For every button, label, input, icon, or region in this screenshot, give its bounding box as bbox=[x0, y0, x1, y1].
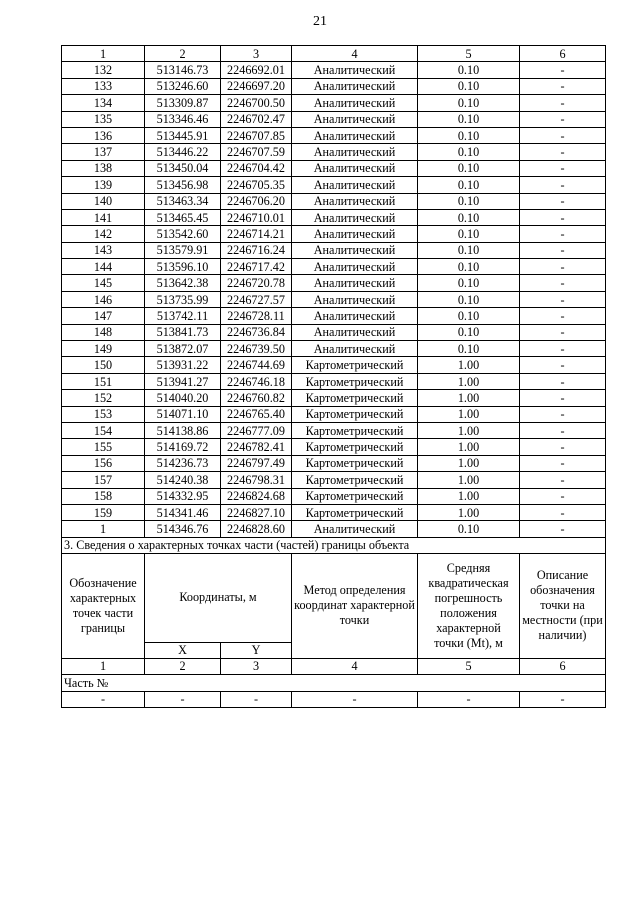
x-coordinate-cell: 513941.27 bbox=[145, 373, 221, 389]
x-coordinate-cell: 514169.72 bbox=[145, 439, 221, 455]
error-cell: 1.00 bbox=[418, 390, 520, 406]
y-coordinate-cell: 2246705.35 bbox=[221, 177, 292, 193]
table-row bbox=[62, 78, 606, 94]
error-cell: 0.10 bbox=[418, 160, 520, 176]
page-number: 21 bbox=[313, 14, 327, 29]
error-cell: 0.10 bbox=[418, 291, 520, 307]
method-cell: Картометрический bbox=[292, 422, 418, 438]
point-number-cell: 157 bbox=[62, 472, 145, 488]
y-coordinate-cell: 2246827.10 bbox=[221, 504, 292, 520]
description-cell: - bbox=[520, 160, 606, 176]
x-coordinate-cell: 513841.73 bbox=[145, 324, 221, 340]
table-row bbox=[62, 209, 606, 225]
y-coordinate-cell: 2246765.40 bbox=[221, 406, 292, 422]
x-coordinate-cell: 513596.10 bbox=[145, 259, 221, 275]
x-coordinate-cell: 513735.99 bbox=[145, 291, 221, 307]
description-cell: - bbox=[520, 193, 606, 209]
table-row bbox=[62, 521, 606, 537]
method-cell: Картометрический bbox=[292, 439, 418, 455]
description-cell: - bbox=[520, 177, 606, 193]
point-number-cell: 150 bbox=[62, 357, 145, 373]
method-cell: Аналитический bbox=[292, 62, 418, 78]
error-cell: 0.10 bbox=[418, 226, 520, 242]
y-coordinate-cell: 2246707.59 bbox=[221, 144, 292, 160]
table-row bbox=[62, 324, 606, 340]
x-coordinate-cell: 514341.46 bbox=[145, 504, 221, 520]
section-title: 3. Сведения о характерных точках части (частей) границы объекта bbox=[62, 537, 606, 553]
y-coordinate-cell: 2246798.31 bbox=[221, 472, 292, 488]
error-cell: 0.10 bbox=[418, 144, 520, 160]
header-error: Средняя квадратическая погрешность положения характерной точки (Мt), м bbox=[418, 553, 520, 658]
section-header-row bbox=[62, 553, 606, 642]
y-coordinate-cell: 2246797.49 bbox=[221, 455, 292, 471]
table-row bbox=[62, 95, 606, 111]
y-coordinate-cell: 2246727.57 bbox=[221, 291, 292, 307]
description-cell: - bbox=[520, 275, 606, 291]
description-cell: - bbox=[520, 521, 606, 537]
error-cell: 1.00 bbox=[418, 357, 520, 373]
header-description: Описание обозначения точки на местности (при наличии) bbox=[520, 553, 606, 658]
table-row bbox=[62, 144, 606, 160]
table-row bbox=[62, 373, 606, 389]
y-coordinate-cell: 2246739.50 bbox=[221, 341, 292, 357]
y-coordinate-cell: 2246746.18 bbox=[221, 373, 292, 389]
x-coordinate-cell: 514240.38 bbox=[145, 472, 221, 488]
method-cell: Картометрический bbox=[292, 504, 418, 520]
x-coordinate-cell: 513246.60 bbox=[145, 78, 221, 94]
error-cell: 0.10 bbox=[418, 324, 520, 340]
column-number: 1 bbox=[62, 658, 145, 674]
error-cell: 1.00 bbox=[418, 373, 520, 389]
point-number-cell: 147 bbox=[62, 308, 145, 324]
point-number-cell: 158 bbox=[62, 488, 145, 504]
y-coordinate-cell: 2246700.50 bbox=[221, 95, 292, 111]
point-number-cell: 149 bbox=[62, 341, 145, 357]
y-coordinate-cell: 2246697.20 bbox=[221, 78, 292, 94]
table-row bbox=[62, 226, 606, 242]
x-coordinate-cell: 514040.20 bbox=[145, 390, 221, 406]
method-cell: Аналитический bbox=[292, 308, 418, 324]
table-row bbox=[62, 504, 606, 520]
description-cell: - bbox=[520, 455, 606, 471]
x-coordinate-cell: 513445.91 bbox=[145, 127, 221, 143]
table-row bbox=[62, 193, 606, 209]
error-cell: 0.10 bbox=[418, 78, 520, 94]
column-number: 5 bbox=[418, 658, 520, 674]
method-cell: Аналитический bbox=[292, 177, 418, 193]
y-coordinate-cell: 2246720.78 bbox=[221, 275, 292, 291]
table-row bbox=[62, 439, 606, 455]
table-row bbox=[62, 308, 606, 324]
point-number-cell: 138 bbox=[62, 160, 145, 176]
table-row bbox=[62, 127, 606, 143]
column-number: 4 bbox=[292, 658, 418, 674]
column-number: 3 bbox=[221, 46, 292, 62]
table-row bbox=[62, 422, 606, 438]
method-cell: Аналитический bbox=[292, 259, 418, 275]
column-number-row bbox=[62, 46, 606, 62]
header-designation: Обозначение характерных точек части границы bbox=[62, 553, 145, 658]
x-coordinate-cell: 514138.86 bbox=[145, 422, 221, 438]
error-cell: 0.10 bbox=[418, 193, 520, 209]
method-cell: Картометрический bbox=[292, 472, 418, 488]
table-row bbox=[62, 160, 606, 176]
description-cell: - bbox=[520, 422, 606, 438]
point-number-cell: 151 bbox=[62, 373, 145, 389]
error-cell: 0.10 bbox=[418, 308, 520, 324]
y-coordinate-cell: 2246710.01 bbox=[221, 209, 292, 225]
description-cell: - bbox=[520, 439, 606, 455]
x-coordinate-cell: 513931.22 bbox=[145, 357, 221, 373]
part-label-row bbox=[62, 675, 606, 691]
description-cell: - bbox=[520, 95, 606, 111]
x-coordinate-cell: 513642.38 bbox=[145, 275, 221, 291]
error-cell: 1.00 bbox=[418, 439, 520, 455]
table-cell: - bbox=[145, 691, 221, 707]
point-number-cell: 145 bbox=[62, 275, 145, 291]
description-cell: - bbox=[520, 504, 606, 520]
table-cell: - bbox=[292, 691, 418, 707]
table-row bbox=[62, 242, 606, 258]
point-number-cell: 154 bbox=[62, 422, 145, 438]
point-number-cell: 137 bbox=[62, 144, 145, 160]
error-cell: 0.10 bbox=[418, 111, 520, 127]
y-coordinate-cell: 2246777.09 bbox=[221, 422, 292, 438]
y-coordinate-cell: 2246824.68 bbox=[221, 488, 292, 504]
method-cell: Аналитический bbox=[292, 341, 418, 357]
point-number-cell: 141 bbox=[62, 209, 145, 225]
error-cell: 0.10 bbox=[418, 259, 520, 275]
description-cell: - bbox=[520, 144, 606, 160]
column-number: 5 bbox=[418, 46, 520, 62]
description-cell: - bbox=[520, 357, 606, 373]
description-cell: - bbox=[520, 242, 606, 258]
table-cell: - bbox=[520, 691, 606, 707]
description-cell: - bbox=[520, 291, 606, 307]
y-coordinate-cell: 2246828.60 bbox=[221, 521, 292, 537]
table-row bbox=[62, 259, 606, 275]
x-coordinate-cell: 513309.87 bbox=[145, 95, 221, 111]
x-coordinate-cell: 513456.98 bbox=[145, 177, 221, 193]
point-number-cell: 133 bbox=[62, 78, 145, 94]
header-y: Y bbox=[221, 642, 292, 658]
error-cell: 0.10 bbox=[418, 275, 520, 291]
table-row bbox=[62, 291, 606, 307]
x-coordinate-cell: 513542.60 bbox=[145, 226, 221, 242]
error-cell: 1.00 bbox=[418, 504, 520, 520]
y-coordinate-cell: 2246760.82 bbox=[221, 390, 292, 406]
y-coordinate-cell: 2246714.21 bbox=[221, 226, 292, 242]
method-cell: Аналитический bbox=[292, 160, 418, 176]
error-cell: 1.00 bbox=[418, 472, 520, 488]
method-cell: Картометрический bbox=[292, 390, 418, 406]
method-cell: Аналитический bbox=[292, 275, 418, 291]
description-cell: - bbox=[520, 472, 606, 488]
column-number: 6 bbox=[520, 658, 606, 674]
description-cell: - bbox=[520, 78, 606, 94]
description-cell: - bbox=[520, 111, 606, 127]
error-cell: 1.00 bbox=[418, 406, 520, 422]
point-number-cell: 144 bbox=[62, 259, 145, 275]
table-cell: - bbox=[62, 691, 145, 707]
part-label: Часть № bbox=[62, 675, 606, 691]
method-cell: Аналитический bbox=[292, 324, 418, 340]
point-number-cell: 140 bbox=[62, 193, 145, 209]
table-row bbox=[62, 62, 606, 78]
method-cell: Аналитический bbox=[292, 78, 418, 94]
point-number-cell: 146 bbox=[62, 291, 145, 307]
error-cell: 0.10 bbox=[418, 127, 520, 143]
error-cell: 0.10 bbox=[418, 341, 520, 357]
method-cell: Картометрический bbox=[292, 406, 418, 422]
y-coordinate-cell: 2246706.20 bbox=[221, 193, 292, 209]
coordinates-table bbox=[61, 45, 606, 708]
description-cell: - bbox=[520, 308, 606, 324]
section-title-row bbox=[62, 537, 606, 553]
x-coordinate-cell: 513346.46 bbox=[145, 111, 221, 127]
description-cell: - bbox=[520, 390, 606, 406]
table-row bbox=[62, 357, 606, 373]
table-row bbox=[62, 341, 606, 357]
point-number-cell: 152 bbox=[62, 390, 145, 406]
y-coordinate-cell: 2246736.84 bbox=[221, 324, 292, 340]
point-number-cell: 156 bbox=[62, 455, 145, 471]
point-number-cell: 143 bbox=[62, 242, 145, 258]
error-cell: 1.00 bbox=[418, 455, 520, 471]
empty-part-row bbox=[62, 691, 606, 707]
x-coordinate-cell: 513579.91 bbox=[145, 242, 221, 258]
error-cell: 0.10 bbox=[418, 521, 520, 537]
x-coordinate-cell: 514236.73 bbox=[145, 455, 221, 471]
point-number-cell: 155 bbox=[62, 439, 145, 455]
header-x: X bbox=[145, 642, 221, 658]
x-coordinate-cell: 514071.10 bbox=[145, 406, 221, 422]
point-number-cell: 153 bbox=[62, 406, 145, 422]
point-number-cell: 139 bbox=[62, 177, 145, 193]
error-cell: 0.10 bbox=[418, 209, 520, 225]
error-cell: 0.10 bbox=[418, 242, 520, 258]
table-row bbox=[62, 177, 606, 193]
x-coordinate-cell: 513446.22 bbox=[145, 144, 221, 160]
y-coordinate-cell: 2246707.85 bbox=[221, 127, 292, 143]
method-cell: Картометрический bbox=[292, 488, 418, 504]
error-cell: 0.10 bbox=[418, 95, 520, 111]
table-cell: - bbox=[418, 691, 520, 707]
point-number-cell: 132 bbox=[62, 62, 145, 78]
column-number: 3 bbox=[221, 658, 292, 674]
point-number-cell: 159 bbox=[62, 504, 145, 520]
y-coordinate-cell: 2246702.47 bbox=[221, 111, 292, 127]
y-coordinate-cell: 2246716.24 bbox=[221, 242, 292, 258]
method-cell: Картометрический bbox=[292, 455, 418, 471]
table-row bbox=[62, 455, 606, 471]
description-cell: - bbox=[520, 62, 606, 78]
method-cell: Аналитический bbox=[292, 95, 418, 111]
method-cell: Картометрический bbox=[292, 357, 418, 373]
table-row bbox=[62, 472, 606, 488]
x-coordinate-cell: 513872.07 bbox=[145, 341, 221, 357]
y-coordinate-cell: 2246728.11 bbox=[221, 308, 292, 324]
description-cell: - bbox=[520, 209, 606, 225]
x-coordinate-cell: 513465.45 bbox=[145, 209, 221, 225]
error-cell: 0.10 bbox=[418, 62, 520, 78]
column-number: 2 bbox=[145, 658, 221, 674]
x-coordinate-cell: 514346.76 bbox=[145, 521, 221, 537]
description-cell: - bbox=[520, 324, 606, 340]
y-coordinate-cell: 2246704.42 bbox=[221, 160, 292, 176]
point-number-cell: 134 bbox=[62, 95, 145, 111]
x-coordinate-cell: 513463.34 bbox=[145, 193, 221, 209]
table-cell: - bbox=[221, 691, 292, 707]
point-number-cell: 136 bbox=[62, 127, 145, 143]
description-cell: - bbox=[520, 127, 606, 143]
description-cell: - bbox=[520, 259, 606, 275]
method-cell: Аналитический bbox=[292, 521, 418, 537]
x-coordinate-cell: 513146.73 bbox=[145, 62, 221, 78]
method-cell: Аналитический bbox=[292, 226, 418, 242]
description-cell: - bbox=[520, 488, 606, 504]
description-cell: - bbox=[520, 406, 606, 422]
y-coordinate-cell: 2246782.41 bbox=[221, 439, 292, 455]
column-number: 1 bbox=[62, 46, 145, 62]
column-number: 2 bbox=[145, 46, 221, 62]
description-cell: - bbox=[520, 226, 606, 242]
method-cell: Картометрический bbox=[292, 373, 418, 389]
error-cell: 0.10 bbox=[418, 177, 520, 193]
column-number: 4 bbox=[292, 46, 418, 62]
x-coordinate-cell: 513450.04 bbox=[145, 160, 221, 176]
header-coordinates: Координаты, м bbox=[145, 553, 292, 642]
table-row bbox=[62, 111, 606, 127]
method-cell: Аналитический bbox=[292, 193, 418, 209]
method-cell: Аналитический bbox=[292, 209, 418, 225]
error-cell: 1.00 bbox=[418, 488, 520, 504]
method-cell: Аналитический bbox=[292, 291, 418, 307]
method-cell: Аналитический bbox=[292, 144, 418, 160]
point-number-cell: 148 bbox=[62, 324, 145, 340]
y-coordinate-cell: 2246744.69 bbox=[221, 357, 292, 373]
column-number: 6 bbox=[520, 46, 606, 62]
point-number-cell: 1 bbox=[62, 521, 145, 537]
method-cell: Аналитический bbox=[292, 111, 418, 127]
section-column-number-row bbox=[62, 658, 606, 674]
table-row bbox=[62, 390, 606, 406]
error-cell: 1.00 bbox=[418, 422, 520, 438]
point-number-cell: 142 bbox=[62, 226, 145, 242]
description-cell: - bbox=[520, 341, 606, 357]
x-coordinate-cell: 514332.95 bbox=[145, 488, 221, 504]
table-row bbox=[62, 406, 606, 422]
y-coordinate-cell: 2246717.42 bbox=[221, 259, 292, 275]
table-row bbox=[62, 488, 606, 504]
header-method: Метод определения координат характерной точки bbox=[292, 553, 418, 658]
method-cell: Аналитический bbox=[292, 242, 418, 258]
table-row bbox=[62, 275, 606, 291]
method-cell: Аналитический bbox=[292, 127, 418, 143]
y-coordinate-cell: 2246692.01 bbox=[221, 62, 292, 78]
point-number-cell: 135 bbox=[62, 111, 145, 127]
x-coordinate-cell: 513742.11 bbox=[145, 308, 221, 324]
description-cell: - bbox=[520, 373, 606, 389]
